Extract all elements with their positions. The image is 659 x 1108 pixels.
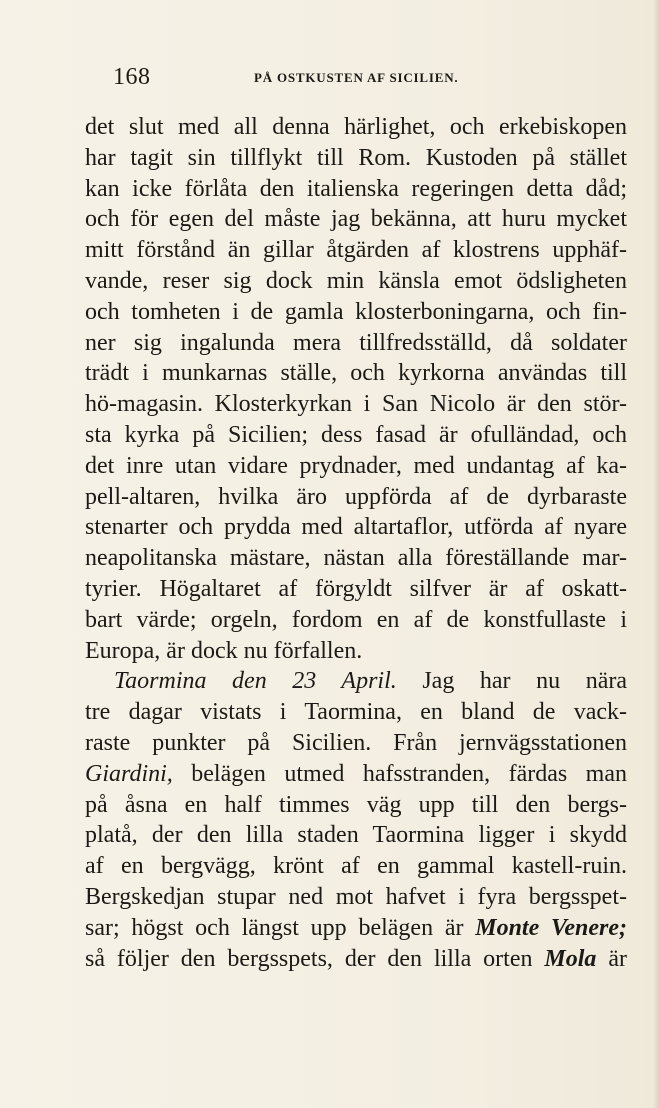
place-name: Mola [544, 945, 597, 972]
page-number: 168 [113, 64, 151, 90]
date-heading: Taormina den 23 April. [114, 668, 397, 695]
text-run: Jag har nu nära [396, 668, 627, 695]
text-run: belägen utmed hafsstranden, färdas man [172, 760, 627, 787]
text-line: bart värde; orgeln, fordom en af de konstfullaste i [85, 606, 627, 633]
page-edge-shadow [653, 0, 659, 1108]
text-line: det slut med all denna härlighet, och erkebiskopen [85, 114, 627, 140]
text-run: så följer den bergsspets, der den lilla orten [85, 945, 545, 972]
page-header [113, 62, 573, 92]
text-line: har tagit sin tillflykt till Rom. Kustoden på stället [85, 144, 627, 171]
text-line: hö-magasin. Klosterkyrkan i San Nicolo är den stör- [85, 391, 627, 418]
dated-paragraph-line [85, 666, 627, 697]
text-line [85, 944, 627, 975]
running-head: PÅ OSTKUSTEN AF SICILIEN. [254, 70, 459, 85]
text-run: sar; högst och längst upp belägen är [85, 914, 476, 941]
text-line: trädt i munkarnas ställe, och kyrkorna användas till [85, 360, 627, 387]
text-line: neapolitanska mästare, nästan alla föreställande mar- [85, 545, 627, 572]
text-line: vande, reser sig dock min känsla emot ödsligheten [85, 267, 627, 294]
text-line: Bergskedjan stupar ned mot hafvet i fyra bergsspet- [85, 883, 627, 910]
place-name: Monte Venere; [475, 914, 627, 941]
text-line: mitt förstånd än gillar åtgärden af klostrens upphäf- [85, 237, 627, 264]
text-line: pell-altaren, hvilka äro uppförda af de dyrbaraste [85, 483, 627, 510]
text-line [85, 913, 627, 944]
text-line: af en bergvägg, krönt af en gammal kastell-ruin. [85, 853, 627, 880]
text-line: ner sig ingalunda mera tillfredsställd, då soldater [85, 329, 627, 356]
place-name: Giardini, [85, 760, 173, 787]
text-line: sta kyrka på Sicilien; dess fasad är ofulländad, och [85, 421, 627, 448]
text-line: tre dagar vistats i Taormina, en bland de vack- [85, 699, 627, 726]
text-line: det inre utan vidare prydnader, med undantag af ka- [85, 452, 627, 479]
text-line: tyrier. Högaltaret af förgyldt silfver är af oskatt- [85, 575, 627, 602]
text-line: på åsna en half timmes väg upp till den bergs- [85, 791, 627, 818]
text-line: kan icke förlåta den italienska regeringen detta dåd; [85, 175, 627, 202]
text-line: och för egen del måste jag bekänna, att huru mycket [85, 206, 627, 233]
body-text [85, 112, 625, 974]
text-line: Europa, är dock nu förfallen. [85, 637, 363, 664]
text-run: är [596, 945, 627, 972]
text-line: raste punkter på Sicilien. Från jernvägsstationen [85, 729, 627, 756]
text-line: platå, der den lilla staden Taormina ligger i skydd [85, 822, 627, 849]
text-line: stenarter och prydda med altartaflor, utförda af nyare [85, 514, 627, 541]
text-line: och tomheten i de gamla klosterboningarna, och fin- [85, 298, 627, 325]
text-line [85, 759, 627, 790]
